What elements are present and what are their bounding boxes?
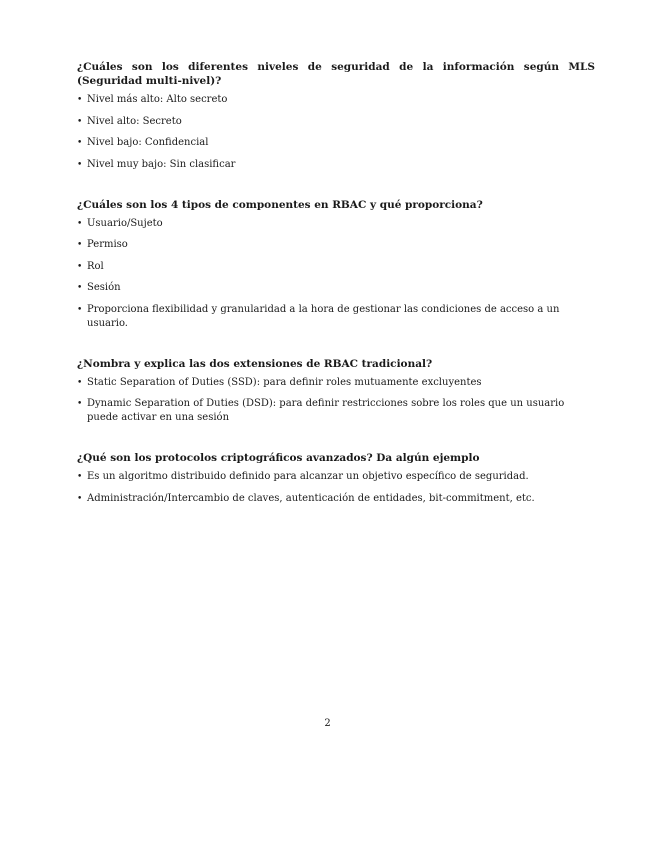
section-crypto-protocols <box>77 451 595 506</box>
bullet-list <box>77 93 595 172</box>
bullet-list <box>77 217 595 331</box>
list-item <box>77 238 595 252</box>
list-item-text: Dynamic Separation of Duties (DSD): para definir restricciones sobre los roles que un usuario puede activar en una sesión <box>87 398 565 423</box>
bullet-icon: • <box>77 261 83 272</box>
list-item <box>77 303 595 331</box>
bullet-icon: • <box>77 493 83 504</box>
bullet-list <box>77 470 595 506</box>
list-item <box>77 281 595 295</box>
list-item <box>77 260 595 274</box>
question-heading: ¿Cuáles son los 4 tipos de componentes en RBAC y qué proporciona? <box>77 198 483 211</box>
list-item-text: Nivel muy bajo: Sin clasificar <box>87 158 236 170</box>
list-item-text: Sesión <box>87 282 121 293</box>
bullet-icon: • <box>77 159 83 170</box>
question-heading: ¿Nombra y explica las dos extensiones de RBAC tradicional? <box>77 357 433 370</box>
section-rbac-components <box>77 198 595 331</box>
section-mls-levels <box>77 60 595 172</box>
list-item-text: Nivel alto: Secreto <box>87 115 182 127</box>
bullet-icon: • <box>77 240 83 250</box>
bullet-icon: • <box>77 472 83 482</box>
list-item-text: Es un algoritmo distribuido definido para alcanzar un objetivo específico de seguridad. <box>87 471 529 482</box>
bullet-icon: • <box>77 95 83 105</box>
bullet-icon: • <box>77 399 83 409</box>
list-item <box>77 470 595 484</box>
question-heading: ¿Cuáles son los diferentes niveles de seguridad de la información según MLS (Seguridad multi-nivel)? <box>77 61 595 87</box>
list-item-text: Administración/Intercambio de claves, autenticación de entidades, bit-commitment, etc. <box>87 492 535 504</box>
bullet-icon: • <box>77 138 83 148</box>
section-rbac-extensions <box>77 357 595 426</box>
bullet-icon: • <box>77 283 83 293</box>
list-item-text: Static Separation of Duties (SSD): para definir roles mutuamente excluyentes <box>87 376 482 388</box>
list-item <box>77 158 595 172</box>
bullet-icon: • <box>77 218 83 229</box>
list-item <box>77 115 595 129</box>
question-heading: ¿Qué son los protocolos criptográficos avanzados? Da algún ejemplo <box>77 452 480 464</box>
list-item <box>77 376 595 390</box>
list-item-text: Rol <box>87 260 104 272</box>
list-item-text: Nivel bajo: Confidencial <box>87 137 209 148</box>
list-item-text: Nivel más alto: Alto secreto <box>87 94 228 105</box>
bullet-list <box>77 376 595 426</box>
list-item <box>77 136 595 150</box>
page-number: 2 <box>324 718 331 729</box>
bullet-icon: • <box>77 304 83 315</box>
list-item-text: Proporciona flexibilidad y granularidad a la hora de gestionar las condiciones de acceso a un usuario. <box>87 303 560 329</box>
list-item-text: Permiso <box>87 239 128 250</box>
list-item <box>77 217 595 231</box>
list-item <box>77 492 595 506</box>
bullet-icon: • <box>77 377 83 388</box>
bullet-icon: • <box>77 116 83 127</box>
list-item-text: Usuario/Sujeto <box>87 217 163 229</box>
list-item <box>77 93 595 107</box>
list-item <box>77 397 595 425</box>
document-page <box>77 60 595 532</box>
